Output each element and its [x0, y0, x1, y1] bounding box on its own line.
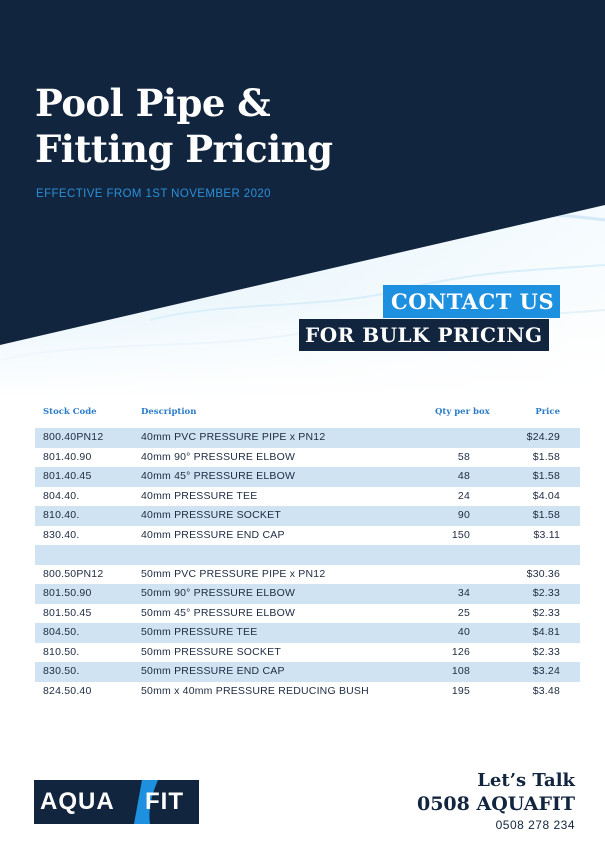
cell-code: 801.50.90 [43, 587, 92, 599]
logo-text-aqua: AQUA [40, 788, 115, 815]
cell-qty: 25 [457, 606, 470, 619]
cell-code: 824.50.40 [43, 684, 92, 697]
table-row [35, 584, 580, 604]
cell-description: 50mm 45° PRESSURE ELBOW [141, 606, 296, 619]
cell-qty: 24 [457, 489, 470, 502]
cell-price: $3.24 [532, 665, 560, 677]
cell-description: 40mm 90° PRESSURE ELBOW [141, 450, 296, 463]
bulk-pricing-banner: FOR BULK PRICING [299, 319, 549, 351]
aquafit-logo [34, 780, 199, 824]
table-row [35, 448, 580, 468]
cell-code: 801.40.45 [43, 470, 92, 482]
logo-text-fit: FIT [145, 788, 184, 815]
cell-code: 810.40. [43, 509, 80, 521]
header-qty: Qty per box [435, 407, 490, 417]
cell-qty: 150 [451, 528, 470, 541]
table-row-spacer [35, 545, 580, 565]
header-description: Description [141, 407, 197, 417]
cell-price: $2.33 [532, 645, 560, 658]
cell-code: 804.50. [43, 626, 80, 638]
header-stock-code: Stock Code [43, 407, 97, 417]
cell-price: $2.33 [532, 587, 560, 599]
cell-code: 800.40PN12 [43, 431, 104, 443]
title-line-1: Pool Pipe & [35, 81, 271, 125]
cell-price: $3.11 [533, 528, 560, 541]
contact-us-banner: CONTACT US [383, 285, 560, 318]
cell-price: $1.58 [532, 509, 560, 521]
cell-description: 50mm x 40mm PRESSURE REDUCING BUSH [141, 684, 369, 697]
cell-description: 40mm PRESSURE END CAP [141, 528, 285, 541]
cell-code: 804.40. [43, 489, 80, 502]
table-row [35, 662, 580, 682]
cell-code: 810.50. [43, 645, 80, 658]
cell-price: $4.04 [532, 489, 560, 502]
cell-qty: 34 [457, 587, 470, 599]
cell-price: $1.58 [532, 450, 560, 463]
table-header [35, 405, 580, 427]
hero-banner [0, 0, 605, 400]
cell-code: 830.50. [43, 665, 80, 677]
table-row [35, 506, 580, 526]
cell-price: $24.29 [526, 431, 560, 443]
cell-description: 50mm PRESSURE TEE [141, 626, 258, 638]
table-row [35, 428, 580, 448]
table-row [35, 623, 580, 643]
cell-qty: 108 [451, 665, 470, 677]
table-row [35, 604, 580, 624]
cell-price: $1.58 [532, 470, 560, 482]
cell-code: 830.40. [43, 528, 80, 541]
lets-talk-heading: Let’s Talk [477, 770, 575, 791]
title-line-2: Fitting Pricing [35, 127, 333, 171]
cell-code: 800.50PN12 [43, 567, 104, 580]
table-row [35, 565, 580, 585]
cell-code: 801.50.45 [43, 606, 92, 619]
cell-description: 50mm PRESSURE END CAP [141, 665, 285, 677]
cell-description: 40mm PRESSURE SOCKET [141, 509, 281, 521]
table-row [35, 643, 580, 663]
cell-description: 40mm 45° PRESSURE ELBOW [141, 470, 296, 482]
header-price: Price [535, 407, 560, 417]
cell-qty: 126 [451, 645, 470, 658]
cell-description: 50mm 90° PRESSURE ELBOW [141, 587, 296, 599]
price-table [35, 405, 580, 697]
contact-block [417, 770, 575, 834]
phone-number: 0508 278 234 [495, 818, 575, 832]
table-body [35, 428, 580, 701]
effective-date: EFFECTIVE FROM 1ST NOVEMBER 2020 [36, 188, 271, 200]
cell-description: 50mm PRESSURE SOCKET [141, 645, 281, 658]
cell-qty: 58 [457, 450, 470, 463]
cell-description: 40mm PRESSURE TEE [141, 489, 258, 502]
table-row [35, 682, 580, 702]
cell-price: $30.36 [526, 567, 560, 580]
cell-qty: 195 [451, 684, 470, 697]
cell-description: 50mm PVC PRESSURE PIPE x PN12 [141, 567, 326, 580]
table-row [35, 487, 580, 507]
phone-vanity: 0508 AQUAFIT [416, 793, 575, 815]
cell-code: 801.40.90 [43, 450, 92, 463]
cell-description: 40mm PVC PRESSURE PIPE x PN12 [141, 431, 326, 443]
cell-qty: 48 [457, 470, 470, 482]
cell-price: $3.48 [532, 684, 560, 697]
table-row [35, 467, 580, 487]
cell-qty: 40 [457, 626, 470, 638]
cell-price: $4.81 [532, 626, 560, 638]
cell-qty: 90 [457, 509, 470, 521]
page-title [35, 80, 415, 172]
table-row [35, 526, 580, 546]
cell-price: $2.33 [532, 606, 560, 619]
